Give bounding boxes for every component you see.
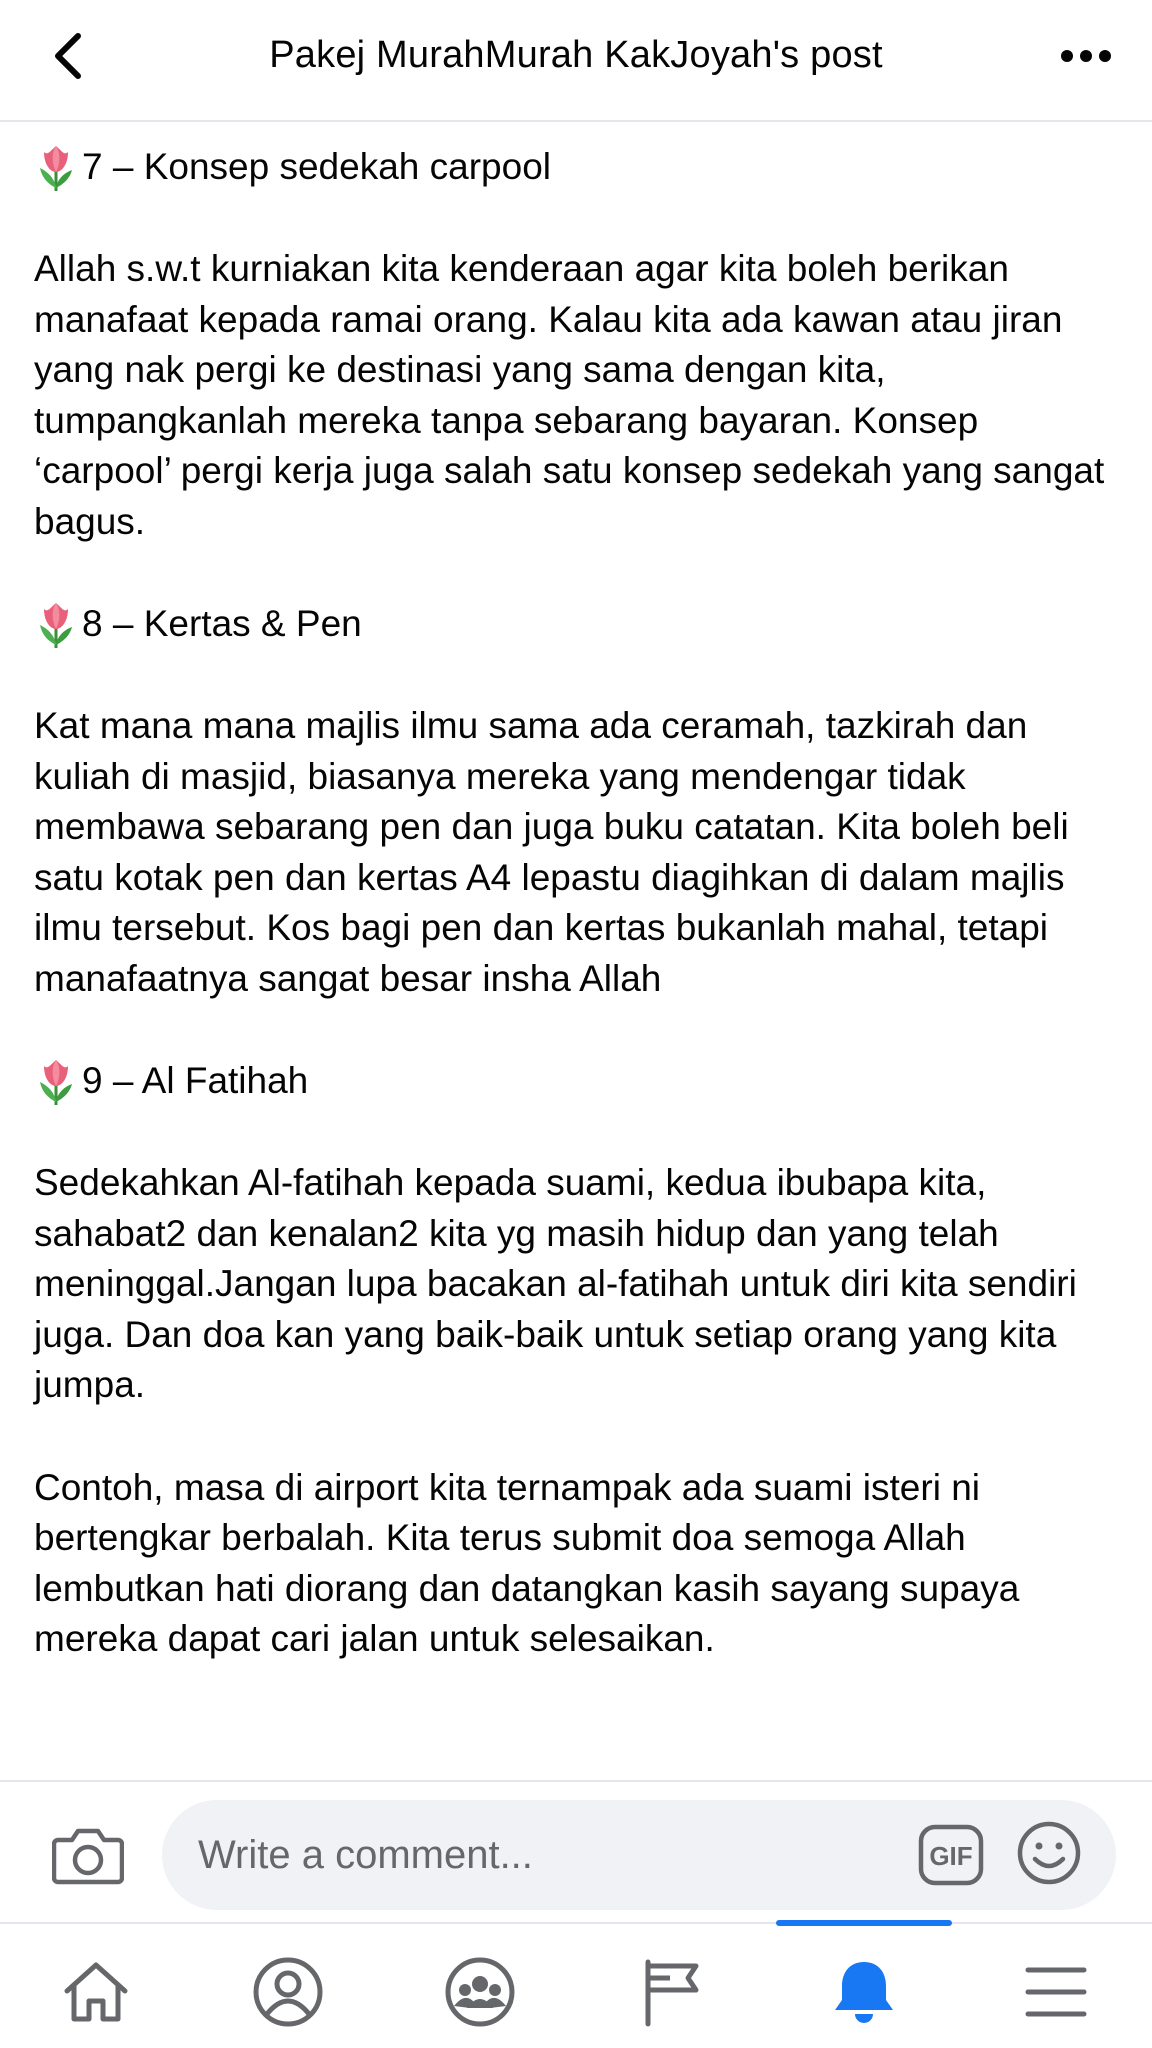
section-heading-text: 9 – Al Fatihah	[82, 1060, 309, 1101]
post-body	[0, 124, 1152, 1780]
gif-label: GIF	[929, 1841, 973, 1871]
post-paragraph: Allah s.w.t kurniakan kita kenderaan agar kita boleh berikan manafaat kepada ramai orang. Kalau kita ada kawan atau jiran yang nak pergi ke destinasi yang sama dengan kita, tumpangkanlah mereka tanpa sebarang bayaran. Konsep ‘carpool’ pergi kerja juga salah satu konsep sedekah yang sangat bagus.	[34, 248, 1105, 542]
menu-icon	[1024, 1964, 1088, 2020]
post-paragraph: Sedekahkan Al-fatihah kepada suami, kedua ibubapa kita, sahabat2 dan kenalan2 kita yg masih hidup dan yang telah meninggal.Jangan lupa bacakan al-fatihah untuk diri kita sendiri juga. Dan doa kan yang baik-baik untuk setiap orang yang kita jumpa.	[34, 1162, 1077, 1405]
page-title: Pakej MurahMurah KakJoyah's post	[269, 34, 883, 76]
bottom-tab-bar	[0, 1922, 1152, 2048]
section-heading-text: 8 – Kertas & Pen	[82, 603, 362, 644]
back-button[interactable]	[40, 24, 96, 88]
section-heading	[34, 1056, 1118, 1106]
more-options-button[interactable]	[1056, 38, 1116, 74]
comment-placeholder: Write a comment...	[198, 1832, 533, 1877]
gif-icon	[918, 1824, 984, 1886]
tab-menu[interactable]	[1016, 1952, 1096, 2032]
tab-profile[interactable]	[248, 1952, 328, 2032]
groups-icon	[444, 1956, 516, 2028]
section-heading	[34, 142, 1118, 192]
notifications-bell-icon	[831, 1956, 897, 2028]
post-paragraph: Contoh, masa di airport kita ternampak ada suami isteri ni bertengkar berbalah. Kita terus submit doa semoga Allah lembutkan hati diorang dan datangkan kasih sayang supaya mereka dapat cari jalan untuk selesaikan.	[34, 1466, 1020, 1659]
tab-home[interactable]	[56, 1952, 136, 2032]
gif-button[interactable]	[918, 1824, 984, 1886]
tulip-icon	[34, 599, 78, 649]
more-horizontal-icon	[1060, 49, 1112, 63]
section-heading	[34, 599, 1118, 649]
home-icon	[61, 1959, 131, 2025]
active-tab-indicator	[776, 1920, 952, 1926]
tab-groups[interactable]	[440, 1952, 520, 2032]
post-paragraph: Kat mana mana majlis ilmu sama ada ceramah, tazkirah dan kuliah di masjid, biasanya mereka yang mendengar tidak membawa sebarang pen dan juga buku catatan. Kita boleh beli satu kotak pen dan kertas A4 lepastu diagihkan di dalam majlis ilmu tersebut. Kos bagi pen dan kertas bukanlah mahal, tetapi manafaatnya sangat besar insha Allah	[34, 705, 1069, 999]
camera-icon	[52, 1824, 124, 1886]
comment-composer	[0, 1780, 1152, 1922]
emoji-button[interactable]	[1016, 1820, 1082, 1886]
tulip-icon	[34, 142, 78, 192]
tab-notifications[interactable]	[824, 1952, 904, 2032]
chevron-left-icon	[50, 30, 86, 82]
camera-button[interactable]	[52, 1824, 124, 1886]
profile-icon	[252, 1956, 324, 2028]
section-heading-text: 7 – Konsep sedekah carpool	[82, 146, 552, 187]
pages-flag-icon	[640, 1956, 704, 2028]
tulip-icon	[34, 1056, 78, 1106]
tab-pages[interactable]	[632, 1952, 712, 2032]
smiley-icon	[1016, 1820, 1082, 1886]
post-header	[0, 0, 1152, 122]
